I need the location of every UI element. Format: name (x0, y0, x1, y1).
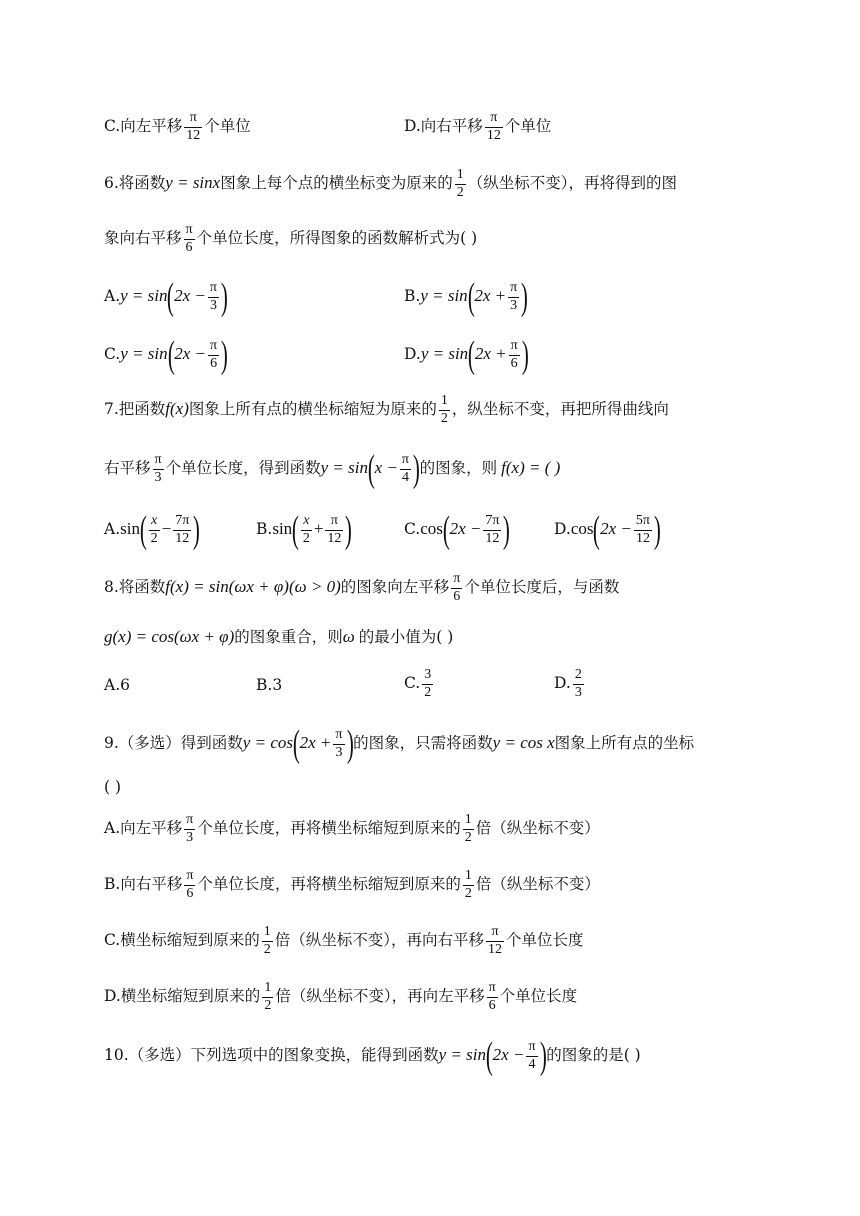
q9-stem-line1: 9.（多选）得到函数y = cos(2x + $\frac{\pi}{3}$ )的图象，只需将函数y = cos x图象上所有点的坐标 (104, 723, 695, 765)
q7-stem-line1: 7.把函数f(x)图象上所有点的横坐标缩短为原来的 $\frac{1}{2}$ ，纵坐标不变，再把所得曲线向 (104, 393, 669, 426)
q6-stem-line2: 象向右平移 $\frac{\pi}{6}$ 个单位长度，所得图象的函数解析式为( ) (104, 222, 478, 255)
q10-stem: 10.（多选）下列选项中的图象变换，能得到函数y = sin(2x − $\frac{\pi}{4}$ )的图象的是( ) (104, 1035, 641, 1077)
q5-option-c: C.向左平移 $\frac{\pi}{12}$ 个单位 (104, 110, 251, 143)
fraction: $\frac{\pi}{6}$ (510, 337, 518, 371)
math-expression: y = sinx (165, 173, 221, 193)
q6-option-c: C.y = sin(2x − $\frac{\pi}{6}$ ) (104, 334, 228, 376)
q8-option-c: C. $\frac{3}{2}$ (404, 667, 432, 700)
q7-stem-line2: 右平移 $\frac{\pi}{3}$ 个单位长度，得到函数y = sin(x − $\frac{\pi}{4}$ )的图象，则 f(x) = ( ) (104, 448, 561, 490)
fraction: $\frac{\pi}{6}$ (185, 222, 193, 255)
q6-stem-line1: 6.将函数y = sinx图象上每个点的横坐标变为原来的 $\frac{1}{2}$ （纵坐标不变），再将得到的图 (104, 167, 677, 200)
q9-option-c: C.横坐标缩短到原来的 $\frac{1}{2}$ 倍（纵坐标不变），再向右平移 $\frac{\pi}{12}$ 个单位长度 (104, 924, 584, 957)
fraction: $\frac{\pi}{6}$ (453, 571, 461, 604)
q8-option-d: D. $\frac{2}{3}$ (554, 667, 582, 700)
fraction: $\frac{\pi}{6}$ (210, 337, 218, 371)
fraction: $\frac{1}{2}$ (440, 393, 448, 426)
q5-option-d: D.向右平移 $\frac{\pi}{12}$ 个单位 (404, 110, 552, 143)
math-expression: f(x) (165, 399, 189, 419)
q7-option-b: B.sin( $\frac{x}{2}$ + $\frac{\pi}{12}$ ) (256, 509, 353, 551)
math-expression: f(x) = sin(ωx + φ)(ω > 0) (165, 577, 341, 597)
q8-stem-line2: g(x) = cos(ωx + φ)的图象重合，则ω 的最小值为( ) (104, 627, 454, 646)
q9-option-d: D.横坐标缩短到原来的 $\frac{1}{2}$ 倍（纵坐标不变），再向左平移 $\frac{\pi}{6}$ 个单位长度 (104, 980, 578, 1013)
fraction: $\frac{\pi}{3}$ (510, 279, 518, 313)
q8-option-b: B.3 (256, 676, 283, 694)
fraction: $\frac{\pi}{3}$ (154, 451, 162, 485)
fraction: $\frac{\pi}{3}$ (209, 279, 217, 313)
fraction: $\frac{\pi}{12}$ (486, 110, 501, 143)
q6-option-d: D.y = sin(2x + $\frac{\pi}{6}$ ) (404, 334, 529, 376)
fraction: $\frac{\pi}{4}$ (401, 451, 409, 485)
q6-option-b: B.y = sin(2x + $\frac{\pi}{3}$ ) (404, 276, 529, 318)
q7-option-d: D.cos(2x − $\frac{5\pi}{12}$ ) (554, 509, 661, 551)
q9-stem-line2: ( ) (104, 778, 122, 796)
q7-option-a: A.sin( $\frac{x}{2}$ − $\frac{7\pi}{12}$ ) (104, 509, 201, 551)
q8-stem-line1: 8.将函数f(x) = sin(ωx + φ)(ω > 0)的图象向左平移 $\frac{\pi}{6}$ 个单位长度后，与函数 (104, 571, 620, 604)
q8-option-a: A.6 (104, 676, 130, 694)
q9-option-a: A.向左平移 $\frac{\pi}{3}$ 个单位长度，再将横坐标缩短到原来的 $\frac{1}{2}$ 倍（纵坐标不变） (104, 812, 600, 845)
fraction: $\frac{\pi}{12}$ (186, 110, 201, 143)
q9-option-b: B.向右平移 $\frac{\pi}{6}$ 个单位长度，再将横坐标缩短到原来的 $\frac{1}{2}$ 倍（纵坐标不变） (104, 868, 600, 901)
math-expression: g(x) = cos(ωx + φ) (104, 627, 235, 646)
q6-option-a: A.y = sin(2x − $\frac{\pi}{3}$ ) (104, 276, 228, 318)
fraction: $\frac{1}{2}$ (456, 167, 464, 200)
q7-option-c: C.cos(2x − $\frac{7\pi}{12}$ ) (404, 509, 511, 551)
